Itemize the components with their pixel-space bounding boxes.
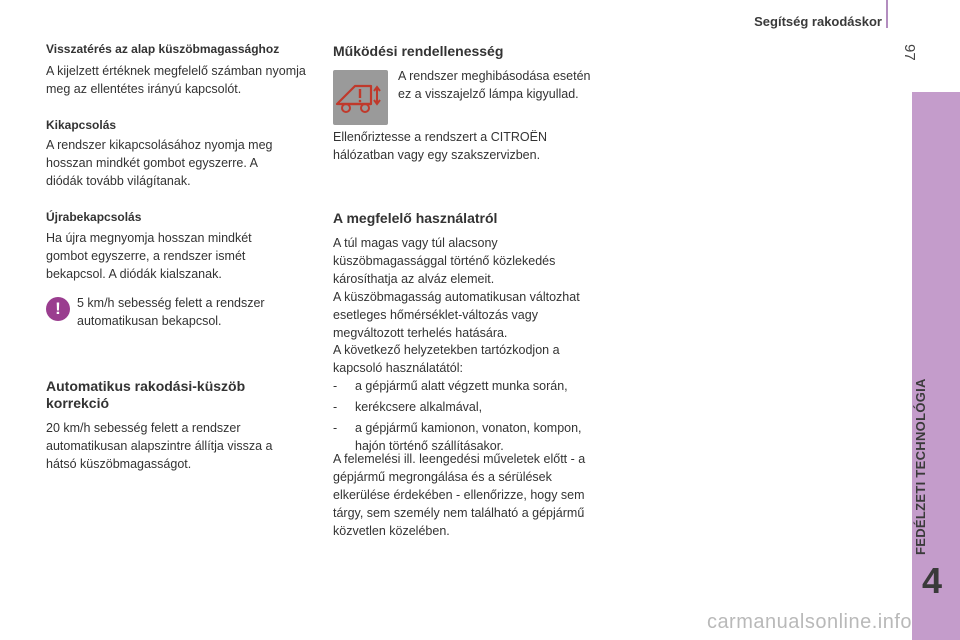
malfunction-warning-lamp-icon xyxy=(333,70,388,125)
section-title-switch-off: Kikapcsolás xyxy=(46,118,117,132)
chapter-side-label: FEDÉLZETI TECHNOLÓGIA xyxy=(913,378,928,555)
usage-bullet-list xyxy=(333,377,613,455)
bullet-marker: - xyxy=(333,400,338,414)
section-text-auto-correction: 20 km/h sebesség felett a rendszer automatikusan alapszintre állítja vissza a hátsó küszöbmagasságot. xyxy=(46,421,273,471)
proper-use-paragraph-1: A túl magas vagy túl alacsony küszöbmagassággal történő közlekedés károsíthatja az alváz elemeit. xyxy=(333,236,556,286)
section-title-return-default: Visszatérés az alap küszöbmagassághoz xyxy=(46,42,280,56)
bullet-text: a gépjármű alatt végzett munka során, xyxy=(355,379,568,393)
bullet-marker: - xyxy=(333,379,338,393)
header-divider xyxy=(886,0,888,28)
bullet-text: a gépjármű kamionon, vonaton, kompon, hajón történő szállításakor. xyxy=(355,421,582,453)
chapter-number: 4 xyxy=(922,560,943,601)
page-header-title: Segítség rakodáskor xyxy=(754,14,882,29)
bullet-text: kerékcsere alkalmával, xyxy=(355,400,483,414)
malfunction-check-text: Ellenőriztesse a rendszert a CITROËN hálózatban vagy egy szakszervizben. xyxy=(333,130,547,162)
section-title-malfunction: Működési rendellenesség xyxy=(333,43,504,59)
list-item xyxy=(333,377,613,395)
section-title-switch-on-again: Újrabekapcsolás xyxy=(46,210,142,224)
section-text-switch-on-again: Ha újra megnyomja hosszan mindkét gombot egyszerre, a rendszer ismét bekapcsol. A diódák kialszanak. xyxy=(46,231,252,281)
page-number: 97 xyxy=(901,44,918,61)
bullet-marker: - xyxy=(333,421,338,435)
section-title-auto-correction: Automatikus rakodási-küszöb korrekció xyxy=(46,378,246,411)
list-item xyxy=(333,398,613,416)
proper-use-paragraph-2: A küszöbmagasság automatikusan változhat esetleges hőmérséklet-változás vagy megváltozott terhelés hatására. xyxy=(333,290,580,340)
site-watermark: carmanualsonline.info xyxy=(706,611,912,633)
warning-note-text: 5 km/h sebesség felett a rendszer automatikusan bekapcsol. xyxy=(77,296,265,328)
malfunction-lamp-text: A rendszer meghibásodása esetén ez a visszajelző lámpa kigyullad. xyxy=(398,69,591,101)
proper-use-paragraph-3: A következő helyzetekben tartózkodjon a kapcsoló használatától: xyxy=(333,343,560,375)
warning-exclamation-icon: ! xyxy=(46,297,70,321)
proper-use-paragraph-4: A felemelési ill. leengedési műveletek előtt - a gépjármű megrongálása és a sérülések elkerülése érdekében - ellenőrizze, hogy sem tárgy, sem személy nem található a gépjármű közvetlen közelében. xyxy=(333,452,586,538)
section-title-proper-use: A megfelelő használatról xyxy=(333,210,498,226)
section-text-return-default: A kijelzett értéknek megfelelő számban nyomja meg az ellentétes irányú kapcsolót. xyxy=(46,64,306,96)
section-text-switch-off: A rendszer kikapcsolásához nyomja meg hosszan mindkét gombot egyszerre. A diódák tovább világítanak. xyxy=(46,138,273,188)
